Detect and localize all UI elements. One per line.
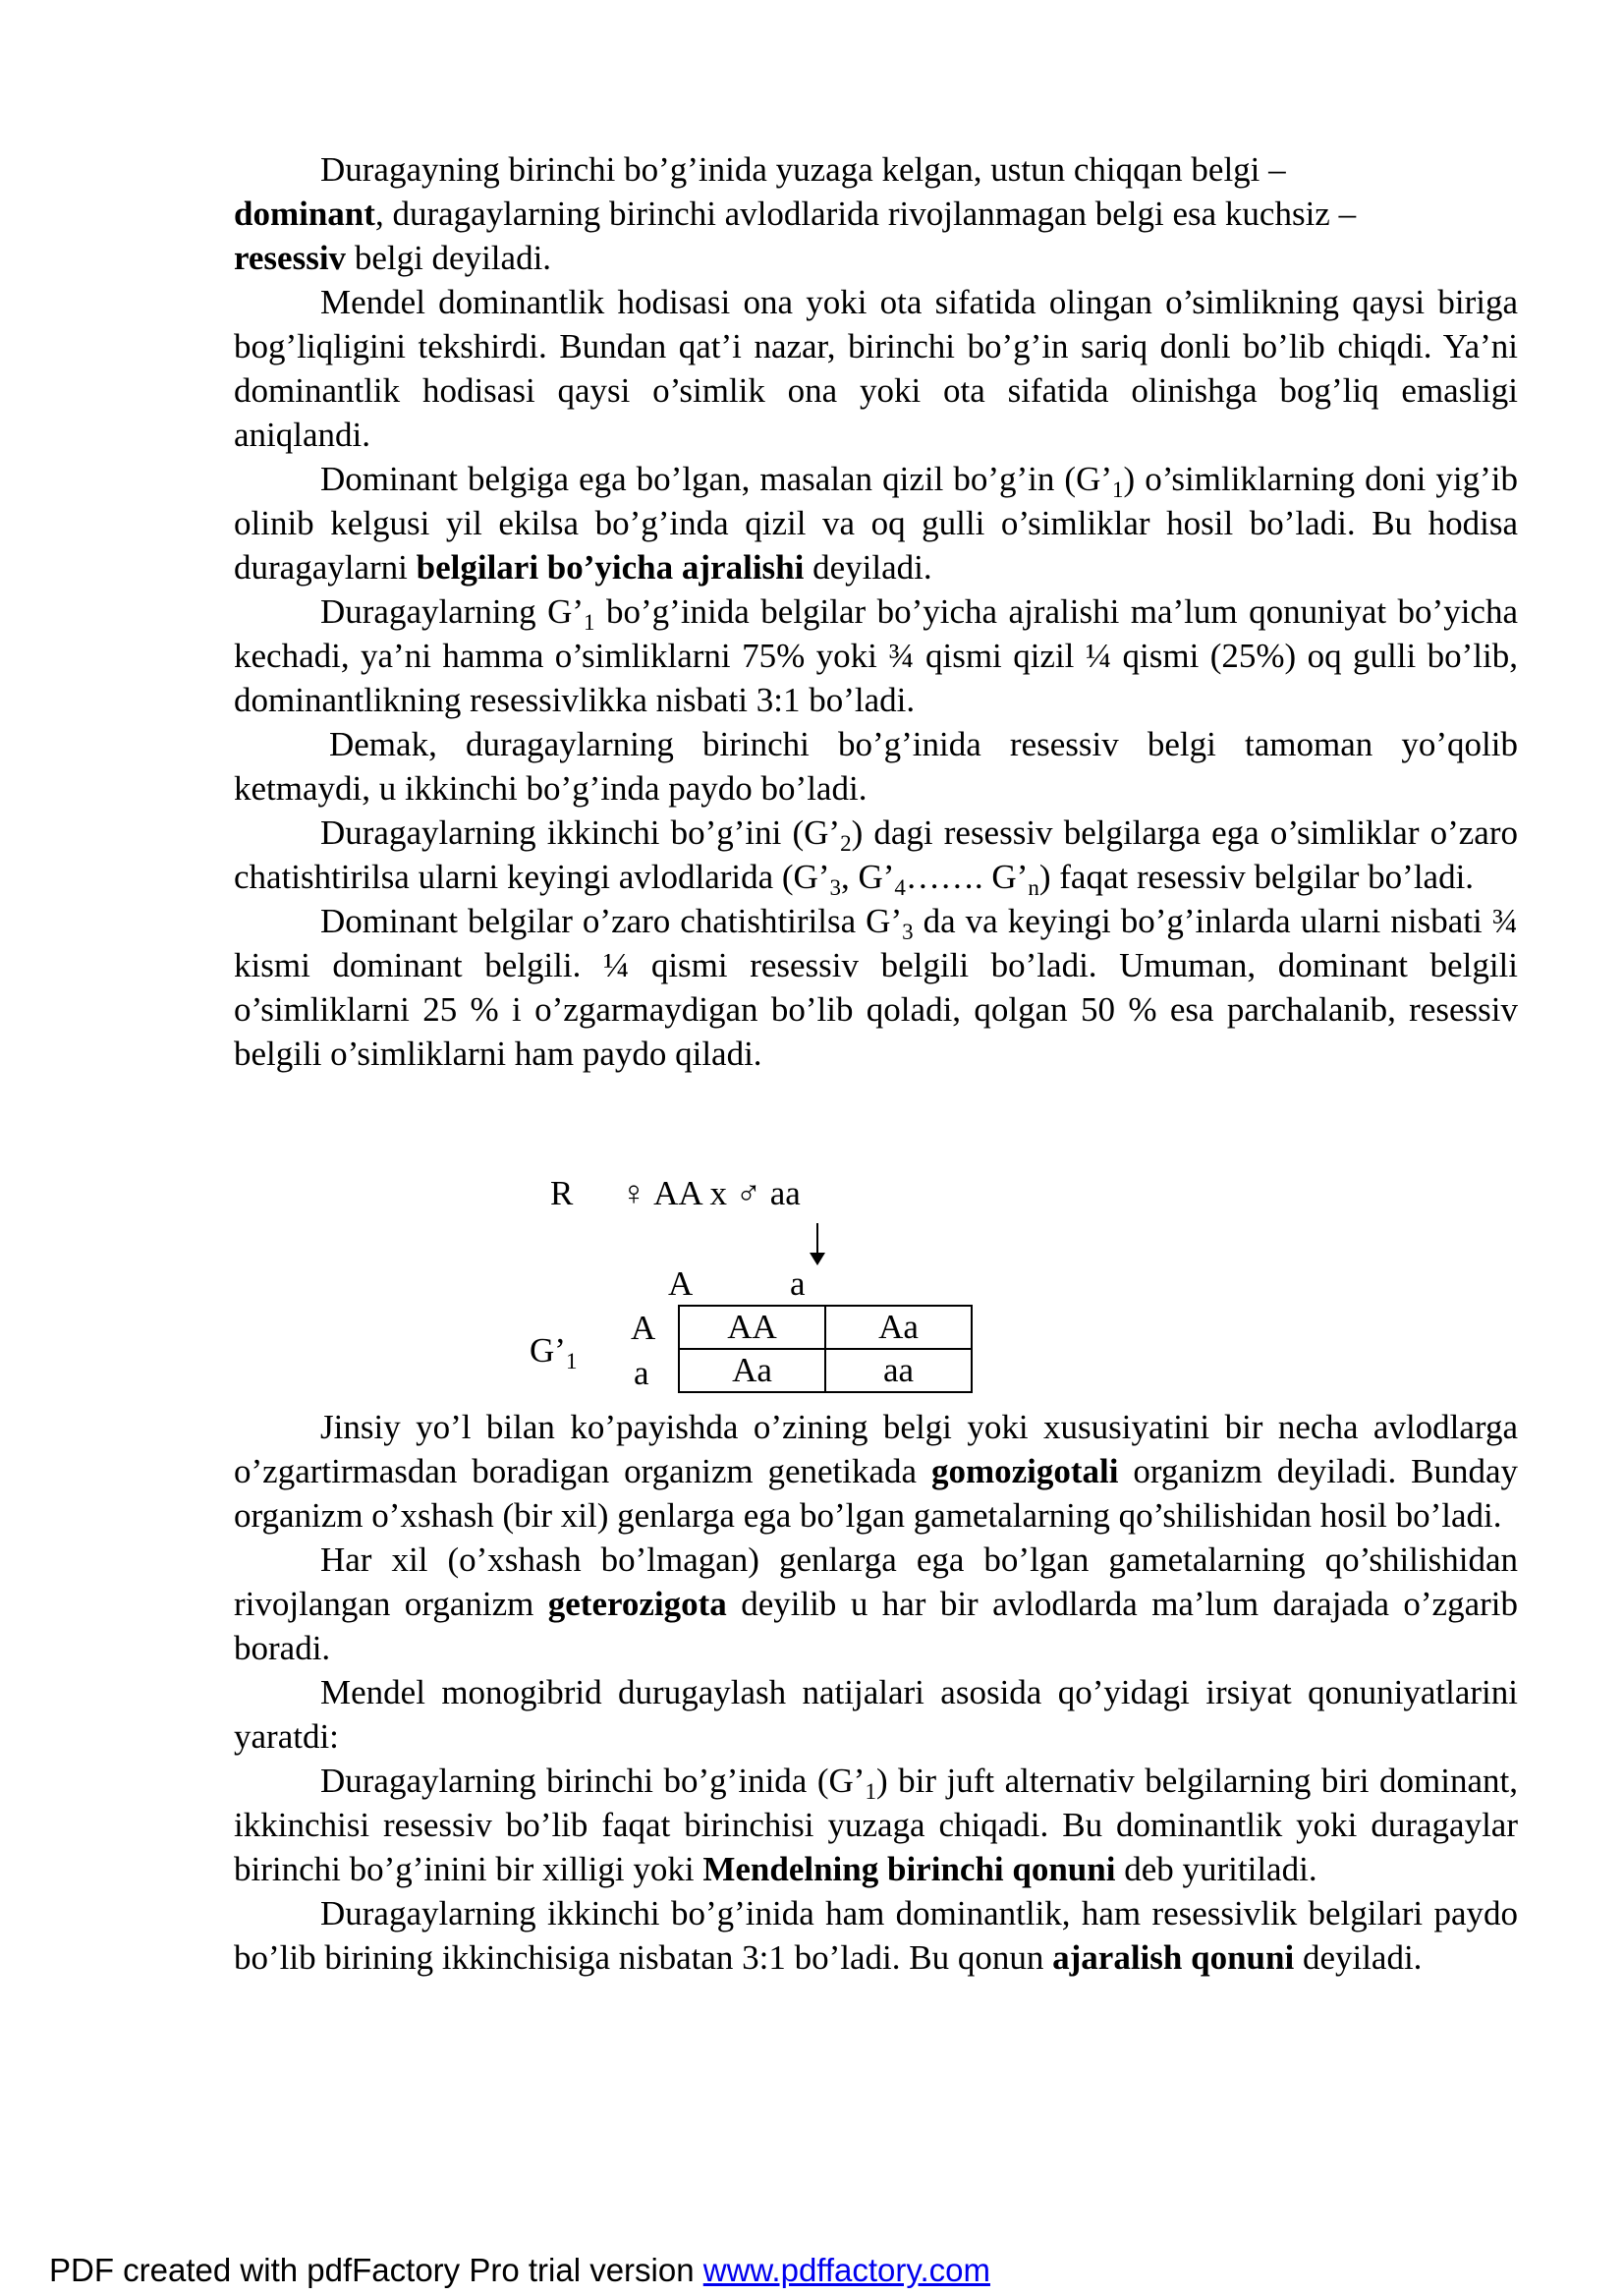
punnett-row bbox=[679, 1306, 972, 1349]
page-body-text bbox=[234, 147, 1518, 1980]
parents-cross: ♀ AA x ♂ aa bbox=[621, 1174, 801, 1212]
arrow-head-icon bbox=[810, 1253, 825, 1265]
text-run: deyiladi. bbox=[804, 548, 932, 587]
punnett-cell: aa bbox=[825, 1349, 972, 1392]
term-homozygous: gomozigotali bbox=[930, 1452, 1119, 1490]
paragraph-segregation bbox=[234, 457, 1518, 589]
paragraph-heterozygous bbox=[234, 1538, 1518, 1670]
parents-label: R bbox=[550, 1174, 574, 1212]
punnett-cell: Aa bbox=[825, 1306, 972, 1349]
arrow-down-icon bbox=[816, 1223, 818, 1257]
text-run: Duragaylarning birinchi bo’g’inida (G’ bbox=[320, 1762, 866, 1800]
text-run: bo’g’inida belgilar bo’yicha ajralishi ma’lum qonuniyat bo’yicha kechadi, ya’ni hamma o’simliklarni 75% yoki ¾ qismi qizil ¼ qismi (25%) oq gulli bo’lib, dominantlikning resessivlikka nisbati 3:1 bo’ladi. bbox=[234, 592, 1518, 719]
term-first-law: Mendelning birinchi qonuni bbox=[702, 1850, 1116, 1888]
row-gamete-a-upper: A bbox=[631, 1309, 656, 1347]
paragraph-demak: Demak, duragaylarning birinchi bo’g’inida resessiv belgi tamoman yo’qolib ketmaydi, u ikkinchi bo’g’inda paydo bo’ladi. bbox=[234, 725, 1518, 808]
text-run: ) faqat resessiv belgilar bo’ladi. bbox=[1038, 858, 1475, 896]
punnett-row bbox=[679, 1349, 972, 1392]
subscript: n bbox=[1028, 875, 1039, 900]
footer-link[interactable]: www.pdffactory.com bbox=[702, 2252, 990, 2288]
text-run: ) bir juft alternativ belgilarning biri dominant, ikkinchisi resessiv bo’lib faqat birinchisi yuzaga chiqadi. Bu dominantlik yoki duragaylar birinchi bo’g’inini bir xilligi yoki bbox=[234, 1762, 1518, 1888]
subscript: 1 bbox=[865, 1779, 876, 1804]
paragraph-dominant-crossing bbox=[234, 899, 1518, 1076]
text-run: ) o’simliklarning doni yig’ib olinib kelgusi yil ekilsa bo’g’inda qizil va oq gulli o’simliklar hosil bo’ladi. Bu hodisa duragaylarni bbox=[234, 460, 1518, 587]
text-run: Har xil (o’xshash bo’lmagan) genlarga ega bo’lgan gametalarning qo’shilishidan rivojlangan organizm bbox=[234, 1540, 1518, 1623]
subscript: 1 bbox=[1112, 477, 1124, 502]
paragraph-homozygous bbox=[234, 1405, 1518, 1538]
term-segregation-law: ajaralish qonuni bbox=[1052, 1938, 1295, 1977]
generation-subscript: 1 bbox=[565, 1349, 578, 1373]
subscript: 1 bbox=[584, 610, 595, 635]
generation-label bbox=[530, 1331, 577, 1371]
text-run: Duragayning birinchi bo’g’inida yuzaga kelgan, ustun chiqqan belgi – bbox=[320, 150, 1286, 189]
text-run: organizm deyiladi. Bunday organizm o’xshash (bir xil) genlarga ega bo’lgan gametalarning qo’shilishidan hosil bo’ladi. bbox=[234, 1452, 1518, 1535]
subscript: 3 bbox=[902, 920, 914, 944]
paragraph-mendel-laws-intro: Mendel monogibrid durugaylash natijalari asosida qo’yidagi irsiyat qonuniyatlarini yaratdi: bbox=[234, 1673, 1518, 1756]
text-run: belgi deyiladi. bbox=[346, 239, 552, 277]
text-run: Duragaylarning ikkinchi bo’g’inida ham dominantlik, ham resessivlik belgilari paydo bo’lib birining ikkinchisiga nisbatan 3:1 bo’ladi. Bu qonun bbox=[234, 1894, 1518, 1977]
text-run: Dominant belgilar o’zaro chatishtirilsa G’ bbox=[320, 902, 903, 940]
term-dominant: dominant bbox=[234, 195, 375, 233]
text-run: Duragaylarning G’ bbox=[320, 592, 585, 631]
text-run: da va keyingi bo’g’inlarda ularni nisbati ¾ kismi dominant belgili. ¼ qismi resessiv belgili bo’ladi. Umuman, dominant belgili o’simliklarni 25 % i o’zgarmaydigan bo’lib qoladi, qolgan 50 % esa parchalanib, resessiv belgili o’simliklarni ham paydo qiladi. bbox=[234, 902, 1518, 1073]
term-segregation: belgilari bo’yicha ajralishi bbox=[416, 548, 805, 587]
generation-label-text: G’ bbox=[530, 1331, 566, 1370]
paragraph-second-generation bbox=[234, 811, 1518, 899]
text-run: ) dagi resessiv belgilarga ega o’simliklar o’zaro chatishtirilsa ularni keyingi avlodlarida (G’ bbox=[234, 813, 1518, 896]
subscript: 4 bbox=[894, 875, 906, 900]
text-run: deyilib u har bir avlodlarda ma’lum darajada o’zgarib boradi. bbox=[234, 1585, 1519, 1667]
punnett-square bbox=[678, 1305, 973, 1393]
text-run: ……. G’ bbox=[905, 858, 1029, 896]
term-resessiv: resessiv bbox=[234, 239, 347, 277]
subscript: 2 bbox=[840, 831, 852, 856]
paragraph-first-law bbox=[234, 1759, 1518, 1891]
row-gamete-a-lower: a bbox=[634, 1354, 649, 1392]
paragraph-mendel-experiment: Mendel dominantlik hodisasi ona yoki ota sifatida olingan o’simlikning qaysi biriga bog’liqligini tekshirdi. Bundan qat’i nazar, birinchi bo’g’in sariq donli bo’lib chiqdi. Ya’ni dominantlik hodisasi qaysi o’simlik ona yoki ota sifatida olinishga bog’liq emasligi aniqlandi. bbox=[234, 283, 1518, 454]
subscript: 3 bbox=[829, 875, 841, 900]
paragraph-ratio bbox=[234, 589, 1518, 722]
punnett-cell: Aa bbox=[679, 1349, 825, 1392]
column-gamete-a-lower: a bbox=[790, 1264, 806, 1303]
text-run: , duragaylarning birinchi avlodlarida rivojlanmagan belgi esa kuchsiz – bbox=[374, 195, 1357, 233]
text-run: Jinsiy yo’l bilan ko’payishda o’zining belgi yoki xususiyatini bir necha avlodlarga o’zgartirmasdan boradigan organizm genetikada bbox=[234, 1408, 1518, 1490]
column-gamete-a-upper: A bbox=[668, 1264, 694, 1303]
text-run: Dominant belgiga ega bo’lgan, masalan qizil bo’g’in (G’ bbox=[320, 460, 1112, 498]
text-run: deyiladi. bbox=[1294, 1938, 1423, 1977]
punnett-cell: AA bbox=[679, 1306, 825, 1349]
text-run: , G’ bbox=[840, 858, 895, 896]
text-run: Duragaylarning ikkinchi bo’g’ini (G’ bbox=[320, 813, 841, 852]
footer-text: PDF created with pdfFactory Pro trial version bbox=[49, 2252, 703, 2288]
text-run: deb yuritiladi. bbox=[1115, 1850, 1317, 1888]
pdf-footer bbox=[49, 2252, 990, 2289]
paragraph-dominant-resessiv bbox=[234, 147, 1518, 280]
paragraph-segregation-law bbox=[234, 1891, 1518, 1980]
term-heterozygous: geterozigota bbox=[547, 1585, 727, 1623]
